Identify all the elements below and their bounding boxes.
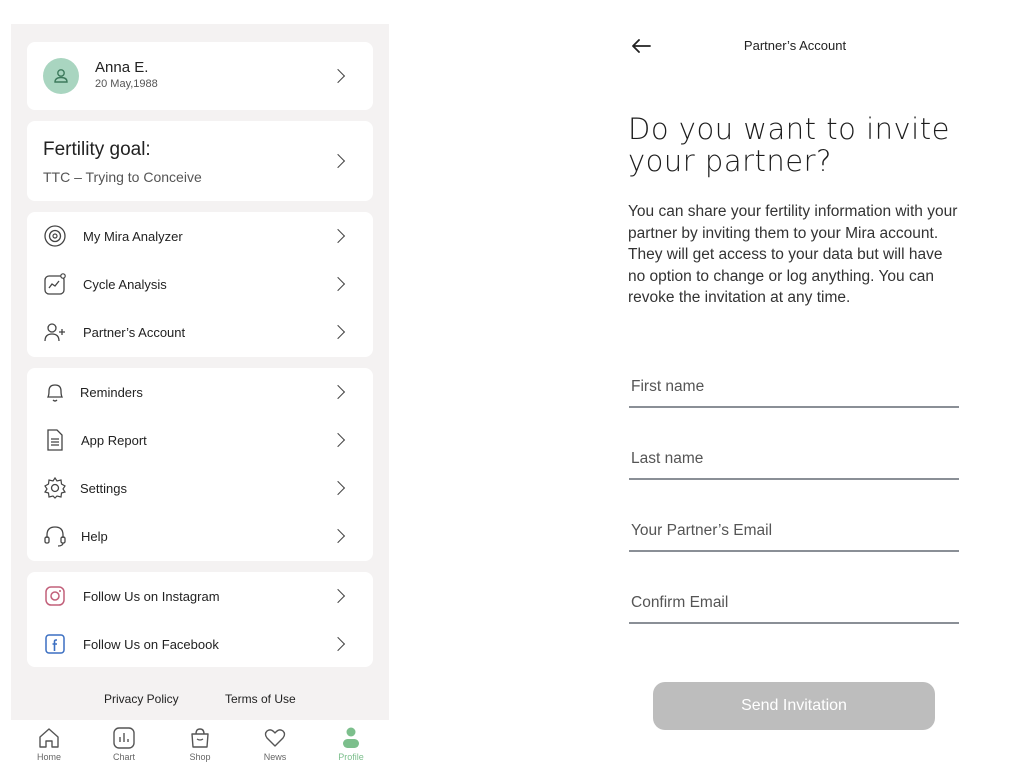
partner-email-placeholder: Your Partner’s Email: [631, 522, 773, 539]
menu-item-facebook[interactable]: [27, 620, 373, 668]
gear-icon: [43, 476, 67, 500]
menu-item-settings[interactable]: [27, 464, 373, 512]
heart-icon: [263, 726, 287, 750]
nav-home[interactable]: [24, 726, 74, 762]
menu-item-label: Cycle Analysis: [83, 277, 167, 292]
menu-item-help[interactable]: [27, 512, 373, 560]
menu-item-label: Follow Us on Instagram: [83, 589, 220, 604]
partner-email-field[interactable]: [629, 516, 959, 552]
nav-label: Home: [36, 752, 61, 762]
chevron-right-icon: [331, 154, 345, 168]
goal-title: Fertility goal:: [43, 139, 151, 160]
nav-label: Profile: [338, 752, 364, 762]
profile-screen: [11, 24, 389, 783]
menu-group-devices: [27, 212, 373, 357]
nav-news[interactable]: [250, 726, 300, 762]
document-icon: [43, 428, 67, 452]
fertility-goal-card[interactable]: [27, 121, 373, 201]
chevron-right-icon: [331, 433, 345, 447]
profile-card[interactable]: [27, 42, 373, 110]
menu-item-label: Reminders: [80, 385, 143, 400]
confirm-email-placeholder: Confirm Email: [631, 594, 729, 611]
menu-item-partner-account[interactable]: [27, 308, 373, 356]
chevron-right-icon: [331, 481, 345, 495]
headset-icon: [43, 524, 67, 548]
nav-chart[interactable]: [99, 726, 149, 762]
nav-shop[interactable]: [175, 726, 225, 762]
chart-icon: [112, 726, 136, 750]
back-arrow-icon[interactable]: [630, 36, 652, 56]
menu-item-label: My Mira Analyzer: [83, 229, 183, 244]
nav-profile[interactable]: [326, 726, 376, 762]
chevron-right-icon: [331, 637, 345, 651]
menu-item-mira-analyzer[interactable]: [27, 212, 373, 260]
last-name-field[interactable]: [629, 444, 959, 480]
footer-links: [11, 692, 389, 712]
chevron-right-icon: [331, 325, 345, 339]
nav-label: News: [263, 752, 287, 762]
menu-group-social: [27, 572, 373, 667]
chevron-right-icon: [331, 589, 345, 603]
menu-item-cycle-analysis[interactable]: [27, 260, 373, 308]
menu-item-label: App Report: [81, 433, 147, 448]
invite-headline: Do you want to invite your partner?: [628, 112, 950, 178]
terms-of-use-link[interactable]: Terms of Use: [225, 692, 296, 706]
invite-description: You can share your fertility information with your partner by inviting them to your Mira account. They will get access to your data but will have no option to change or log anything. You can revoke the invitation at any time.: [628, 203, 958, 306]
nav-label: Shop: [189, 752, 211, 762]
privacy-policy-link[interactable]: Privacy Policy: [104, 692, 179, 706]
shopping-bag-icon: [188, 726, 212, 750]
first-name-placeholder: First name: [631, 378, 705, 395]
menu-item-label: Help: [81, 529, 108, 544]
chart-trend-icon: [43, 272, 67, 296]
last-name-placeholder: Last name: [631, 450, 704, 467]
analyzer-icon: [43, 224, 67, 248]
user-icon: [51, 66, 71, 86]
profile-icon: [339, 726, 363, 750]
profile-name: Anna E.: [95, 59, 149, 76]
nav-label: Chart: [112, 752, 135, 762]
chevron-right-icon: [331, 529, 345, 543]
menu-group-app: [27, 368, 373, 561]
chevron-right-icon: [331, 385, 345, 399]
confirm-email-field[interactable]: [629, 588, 959, 624]
bell-icon: [43, 380, 67, 404]
home-icon: [37, 726, 61, 750]
menu-item-label: Follow Us on Facebook: [83, 637, 219, 652]
facebook-icon: [43, 632, 67, 656]
add-user-icon: [43, 320, 67, 344]
menu-item-instagram[interactable]: [27, 572, 373, 620]
menu-item-app-report[interactable]: [27, 416, 373, 464]
menu-item-label: Partner’s Account: [83, 325, 186, 340]
profile-dob: 20 May,1988: [95, 78, 158, 90]
first-name-field[interactable]: [629, 372, 959, 408]
bottom-nav: [11, 720, 389, 783]
chevron-right-icon: [331, 277, 345, 291]
screen-title: Partner’s Account: [743, 38, 847, 53]
chevron-right-icon: [331, 229, 345, 243]
menu-item-reminders[interactable]: [27, 368, 373, 416]
instagram-icon: [43, 584, 67, 608]
send-invitation-button[interactable]: Send Invitation: [653, 682, 935, 730]
goal-subtitle: TTC – Trying to Conceive: [43, 169, 202, 185]
avatar: [43, 58, 79, 94]
menu-item-label: Settings: [80, 481, 127, 496]
chevron-right-icon: [331, 69, 345, 83]
